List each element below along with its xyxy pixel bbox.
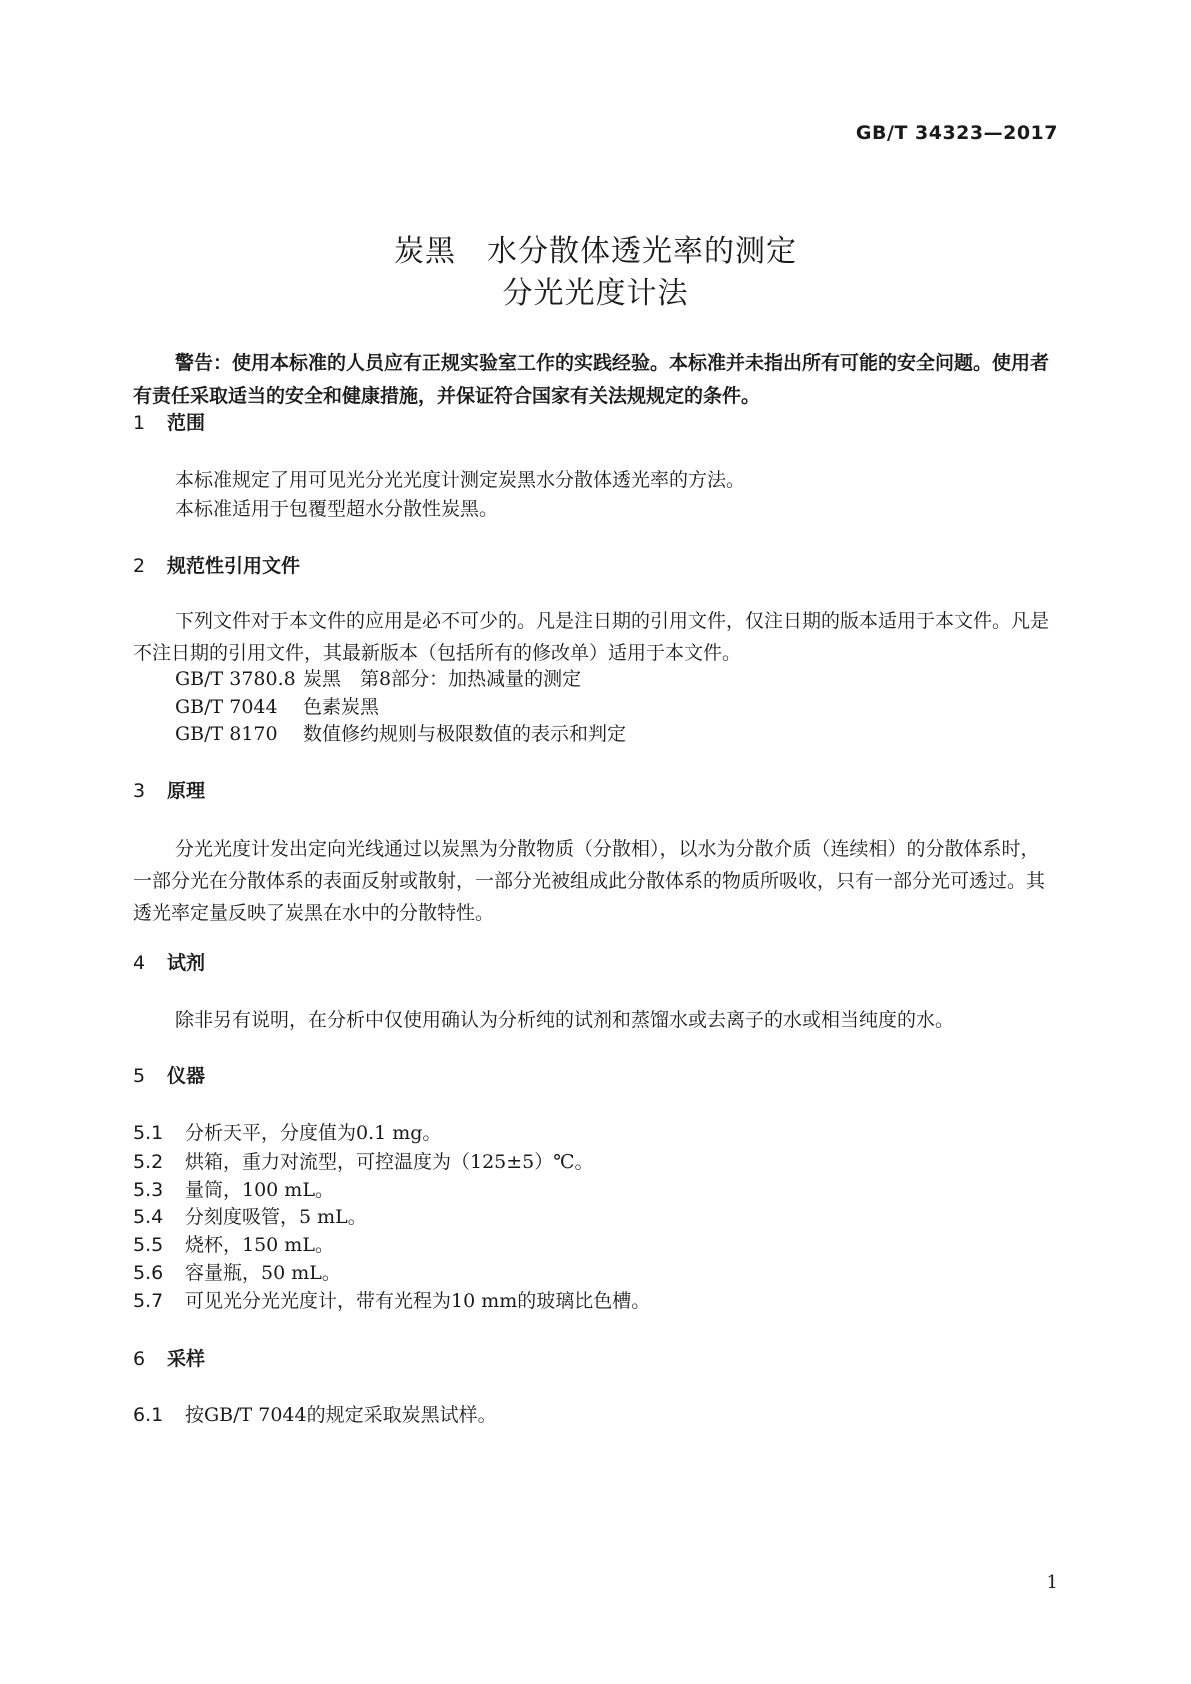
reference-title: 炭黑 第8部分：加热减量的测定 — [303, 668, 582, 690]
document-title-line2: 分光光度计法 — [502, 276, 689, 311]
section-1-line: 本标准适用于包覆型超水分散性炭黑。 — [175, 498, 499, 520]
section-title: 采样 — [167, 1348, 206, 1370]
section-number: 3 — [133, 780, 146, 802]
section-2-paragraph: 下列文件对于本文件的应用是必不可少的。凡是注日期的引用文件，仅注日期的版本适用于本文件。凡是不注日期的引用文件，其最新版本（包括所有的修改单）适用于本文件。 — [133, 610, 1050, 664]
section-number: 2 — [133, 555, 146, 577]
apparatus-item — [133, 1147, 594, 1174]
section-title: 范围 — [167, 412, 206, 434]
reference-item — [175, 664, 581, 691]
reference-code: GB/T 8170 — [175, 723, 278, 745]
reference-item — [175, 719, 626, 746]
reference-code: GB/T 3780.8 — [175, 668, 296, 690]
section-6-heading — [133, 1344, 205, 1371]
section-title: 仪器 — [167, 1065, 206, 1087]
section-2-heading — [133, 551, 300, 578]
apparatus-item — [133, 1286, 650, 1313]
item-number: 5.7 — [133, 1290, 164, 1312]
apparatus-item — [133, 1118, 441, 1145]
sampling-item — [133, 1400, 497, 1427]
item-number: 5.4 — [133, 1206, 164, 1228]
section-title: 原理 — [167, 780, 206, 802]
page-number: 1 — [1046, 1572, 1058, 1593]
section-3-paragraph: 分光光度计发出定向光线通过以炭黑为分散物质（分散相），以水为分散介质（连续相）的分散体系时，一部分光在分散体系的表面反射或散射，一部分光被组成此分散体系的物质所吸收，只有一部分光可透过。其透光率定量反映了炭黑在水中的分散特性。 — [133, 838, 1046, 924]
item-number: 5.2 — [133, 1151, 164, 1173]
item-text: 分析天平，分度值为0.1 mg。 — [185, 1122, 442, 1144]
section-1-line: 本标准规定了用可见光分光光度计测定炭黑水分散体透光率的方法。 — [175, 469, 746, 491]
section-4-paragraph: 除非另有说明，在分析中仅使用确认为分析纯的试剂和蒸馏水或去离子的水或相当纯度的水。 — [175, 1009, 955, 1031]
item-text: 烘箱，重力对流型，可控温度为（125±5）℃。 — [185, 1151, 594, 1173]
reference-title: 色素炭黑 — [303, 696, 380, 718]
section-number: 5 — [133, 1065, 146, 1087]
apparatus-item — [133, 1202, 367, 1229]
apparatus-item — [133, 1258, 341, 1285]
item-number: 5.1 — [133, 1122, 164, 1144]
section-number: 6 — [133, 1348, 146, 1370]
warning-paragraph: 警告：使用本标准的人员应有正规实验室工作的实践经验。本标准并未指出所有可能的安全问题。使用者有责任采取适当的安全和健康措施，并保证符合国家有关法规规定的条件。 — [133, 352, 1050, 407]
apparatus-item — [133, 1230, 334, 1257]
item-text: 可见光分光光度计，带有光程为10 mm的玻璃比色槽。 — [185, 1290, 651, 1312]
apparatus-item — [133, 1175, 334, 1202]
standard-code: GB/T 34323—2017 — [855, 122, 1058, 144]
reference-title: 数值修约规则与极限数值的表示和判定 — [303, 723, 627, 745]
section-title: 试剂 — [167, 952, 206, 974]
item-number: 5.3 — [133, 1179, 164, 1201]
item-text: 按GB/T 7044的规定采取炭黑试样。 — [185, 1404, 497, 1426]
item-number: 5.5 — [133, 1234, 164, 1256]
section-number: 4 — [133, 952, 146, 974]
item-number: 6.1 — [133, 1404, 164, 1426]
item-text: 分刻度吸管，5 mL。 — [185, 1206, 367, 1228]
document-title-line1: 炭黑 水分散体透光率的测定 — [394, 234, 797, 269]
section-number: 1 — [133, 412, 146, 434]
item-number: 5.6 — [133, 1262, 164, 1284]
item-text: 烧杯，150 mL。 — [185, 1234, 334, 1256]
section-1-heading — [133, 408, 205, 435]
section-3-heading — [133, 776, 205, 803]
section-5-heading — [133, 1061, 205, 1088]
reference-item — [175, 692, 379, 719]
item-text: 量筒，100 mL。 — [185, 1179, 334, 1201]
section-title: 规范性引用文件 — [167, 555, 301, 577]
section-4-heading — [133, 948, 205, 975]
reference-code: GB/T 7044 — [175, 696, 278, 718]
item-text: 容量瓶，50 mL。 — [185, 1262, 341, 1284]
